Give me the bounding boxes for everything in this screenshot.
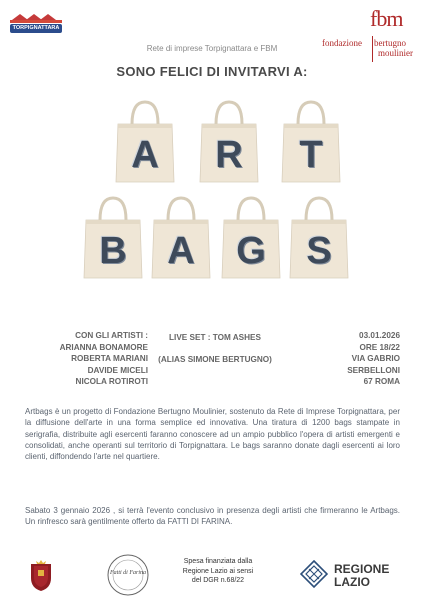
fbm-divider xyxy=(372,36,373,62)
event-address-3: 67 ROMA xyxy=(363,377,400,386)
tote-bag xyxy=(196,98,262,184)
bag-letter: G xyxy=(236,230,266,272)
live-set-title: LIVE SET : TOM ASHES xyxy=(169,333,261,342)
bag-letter: B xyxy=(99,230,127,272)
roma-coat-of-arms-icon xyxy=(28,560,54,592)
description-paragraph: Artbags è un progetto di Fondazione Bertugno Moulinier, sostenuto da Rete di Imprese Torpignattara, per la diffusione dell'arte in una forma semplice ed innovativa. Una tiratura di 1200 bags stampate in serigrafia, distribuite agli esercenti faranno conoscere ad un ampio pubblico l'opera di artisti emergenti e consolidati, anche operanti sul territorio di Torpignattara. Le bags saranno donate dagli esercenti ai loro clienti, diffondendo l'arte nel quartiere. xyxy=(25,407,400,462)
regione-line-1: REGIONE xyxy=(334,562,390,576)
network-text: Rete di imprese Torpignattara e FBM xyxy=(146,44,278,53)
artist-name: NICOLA ROTIROTI xyxy=(75,377,148,386)
funding-line-1: Spesa finanziata dalla xyxy=(183,558,253,565)
tote-bag xyxy=(278,98,344,184)
torpignattara-logo-text: TORPIGNATTARA xyxy=(12,25,60,31)
bag-letter: A xyxy=(167,230,195,272)
funding-line-3: del DGR n.68/22 xyxy=(191,577,245,584)
artist-name: DAVIDE MICELI xyxy=(87,365,148,375)
regione-lazio-emblem-icon xyxy=(300,560,328,590)
tote-bag xyxy=(80,194,146,280)
fbm-name-1: fondazione xyxy=(322,38,362,48)
tote-bag xyxy=(286,194,352,280)
fatti-di-farina-badge xyxy=(106,553,150,597)
live-set-alias: (ALIAS SIMONE BERTUGNO) xyxy=(158,355,272,364)
tote-bag xyxy=(218,194,284,280)
page-title: SONO FELICI DI INVITARVI A: xyxy=(116,64,308,79)
tote-bag xyxy=(148,194,214,280)
event-paragraph: Sabato 3 gennaio 2026 , si terrà l'evento conclusivo in presenza degli artisti che firmeranno le Artbags. Un rinfresco sarà gentilmente offerto da FATTI DI FARINA. xyxy=(25,506,400,527)
event-details-block xyxy=(300,330,400,388)
bag-letter: R xyxy=(215,134,243,176)
torpignattara-logo xyxy=(6,10,68,40)
tote-bag xyxy=(112,98,178,184)
fbm-name-3: moulinier xyxy=(378,48,413,58)
bag-letter: S xyxy=(306,230,332,272)
badge-text: Fatti di Farina xyxy=(110,570,146,576)
funding-note xyxy=(170,557,266,586)
artist-name: ROBERTA MARIANI xyxy=(71,354,148,363)
artist-name: ARIANNA BONAMORE xyxy=(59,342,148,352)
artists-heading: CON GLI ARTISTI : xyxy=(75,331,148,340)
event-time: ORE 18/22 xyxy=(359,342,400,352)
event-date: 03.01.2026 xyxy=(359,331,400,340)
fbm-mark: fbm xyxy=(370,6,403,31)
live-set-block xyxy=(150,333,280,364)
funding-line-2: Regione Lazio ai sensi xyxy=(182,567,254,575)
bag-letter: A xyxy=(131,134,159,176)
regione-lazio-logo xyxy=(300,560,410,592)
event-address-2: SERBELLONI xyxy=(347,365,400,375)
fbm-logo xyxy=(322,6,418,66)
event-address-1: VIA GABRIO xyxy=(351,354,400,363)
fbm-name-2: bertugno xyxy=(374,38,406,48)
bag-letter: T xyxy=(299,134,323,176)
regione-line-2: LAZIO xyxy=(334,575,370,589)
artists-block xyxy=(28,330,148,388)
